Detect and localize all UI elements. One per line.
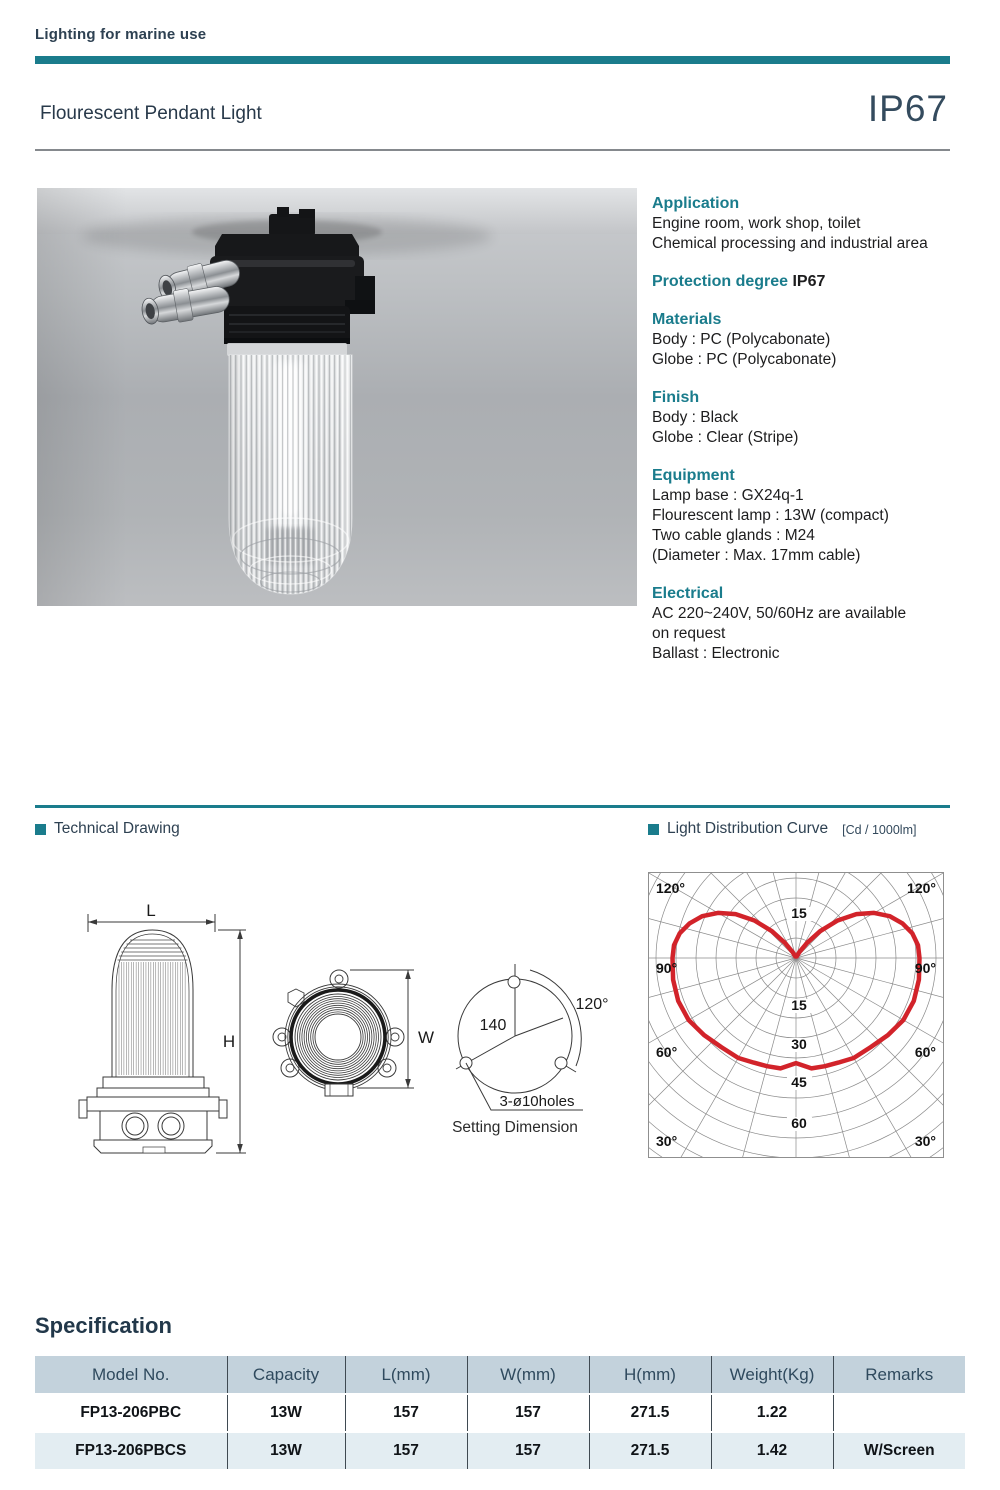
technical-drawing-svg xyxy=(30,878,645,1170)
brand-header: Lighting for marine use xyxy=(35,26,207,43)
spec-section xyxy=(652,272,970,292)
spec-section xyxy=(652,194,970,254)
svg-text:120°: 120° xyxy=(656,880,685,896)
svg-text:60: 60 xyxy=(791,1115,807,1131)
spec-inline-value: IP67 xyxy=(788,273,826,290)
technical-drawings xyxy=(30,878,645,1170)
spec-section xyxy=(652,466,970,566)
light-distribution-chart xyxy=(648,872,944,1158)
ip-rating-badge: IP67 xyxy=(867,88,948,129)
section-divider xyxy=(35,805,950,808)
light-distribution-header xyxy=(648,820,916,838)
header-rule xyxy=(35,56,950,64)
svg-text:120°: 120° xyxy=(907,880,936,896)
specification-title: Specification xyxy=(35,1313,172,1338)
spec-section-heading: Equipment xyxy=(652,467,735,484)
dim-label-W: W xyxy=(418,1028,435,1047)
table-header-cell: H(mm) xyxy=(589,1356,711,1394)
spec-line: on request xyxy=(652,625,726,642)
svg-text:15: 15 xyxy=(791,997,807,1013)
table-cell: 1.22 xyxy=(711,1394,833,1432)
spec-section-heading: Application xyxy=(652,195,740,212)
table-header-cell: Remarks xyxy=(833,1356,965,1394)
title-divider xyxy=(35,149,950,151)
spec-table xyxy=(35,1356,965,1469)
table-cell: 13W xyxy=(227,1394,345,1432)
product-specs xyxy=(652,194,970,682)
bolt-circle-label: 140 xyxy=(479,1017,507,1034)
svg-text:30: 30 xyxy=(791,1036,807,1052)
spec-section-heading: Protection degree IP67 xyxy=(652,273,826,290)
spec-line: Globe : PC (Polycabonate) xyxy=(652,351,837,368)
table-cell: 271.5 xyxy=(589,1394,711,1432)
spec-line: Flourescent lamp : 13W (compact) xyxy=(652,507,889,524)
spec-line: Engine room, work shop, toilet xyxy=(652,215,861,232)
table-cell: 13W xyxy=(227,1432,345,1469)
svg-text:30°: 30° xyxy=(914,1133,936,1149)
table-cell: FP13-206PBCS xyxy=(75,1442,187,1459)
table-header-cell: W(mm) xyxy=(467,1356,589,1394)
dim-label-H: H xyxy=(222,1032,236,1051)
spec-line: Lamp base : GX24q-1 xyxy=(652,487,804,504)
table-row xyxy=(35,1432,965,1469)
spec-line: Body : PC (Polycabonate) xyxy=(652,331,831,348)
svg-text:30°: 30° xyxy=(656,1133,678,1149)
table-header-cell: Capacity xyxy=(227,1356,345,1394)
spec-section xyxy=(652,584,970,664)
side-view xyxy=(79,914,246,1153)
table-cell: 157 xyxy=(467,1432,589,1469)
svg-text:90°: 90° xyxy=(914,960,936,976)
section-bullet-icon xyxy=(648,824,659,835)
dim-label-L: L xyxy=(146,901,156,920)
technical-drawing-header xyxy=(35,820,180,838)
table-header-cell: L(mm) xyxy=(345,1356,467,1394)
polar-chart-svg xyxy=(649,873,943,1157)
svg-text:15: 15 xyxy=(791,905,807,921)
spec-line: Globe : Clear (Stripe) xyxy=(652,429,799,446)
spec-line: Body : Black xyxy=(652,409,739,426)
hole-angle-label: 120° xyxy=(575,996,609,1013)
holes-note-label: 3-ø10holes xyxy=(499,1093,575,1110)
bottom-view xyxy=(273,970,414,1096)
table-row xyxy=(35,1394,965,1432)
table-header-cell: Weight(Kg) xyxy=(711,1356,833,1394)
svg-text:45: 45 xyxy=(791,1074,807,1090)
spec-line: (Diameter : Max. 17mm cable) xyxy=(652,547,861,564)
svg-text:90°: 90° xyxy=(656,960,678,976)
spec-line: Ballast : Electronic xyxy=(652,645,780,662)
page-title: Flourescent Pendant Light xyxy=(40,103,262,124)
spec-line: Chemical processing and industrial area xyxy=(652,235,928,252)
table-cell: 157 xyxy=(345,1394,467,1432)
spec-section xyxy=(652,388,970,448)
table-cell xyxy=(833,1394,965,1432)
pendant-light-photo xyxy=(37,188,637,606)
svg-text:60°: 60° xyxy=(914,1044,936,1060)
table-cell: 157 xyxy=(345,1432,467,1469)
spec-line: Two cable glands : M24 xyxy=(652,527,815,544)
spec-section-heading: Materials xyxy=(652,311,722,328)
section-title: Light Distribution Curve xyxy=(667,820,829,837)
table-cell: 157 xyxy=(467,1394,589,1432)
table-header-cell: Model No. xyxy=(35,1356,227,1394)
spec-line: AC 220~240V, 50/60Hz are available xyxy=(652,605,907,622)
product-photo xyxy=(37,188,637,606)
spec-section-heading: Electrical xyxy=(652,585,724,602)
table-cell: W/Screen xyxy=(833,1432,965,1469)
section-title: Technical Drawing xyxy=(54,820,180,837)
setting-dimension-view xyxy=(456,964,583,1110)
section-bullet-icon xyxy=(35,824,46,835)
table-cell: 271.5 xyxy=(589,1432,711,1469)
glass-globe xyxy=(227,343,352,597)
chart-units-label: [Cd / 1000lm] xyxy=(842,823,917,837)
spec-section xyxy=(652,310,970,370)
svg-text:60°: 60° xyxy=(656,1044,678,1060)
table-cell: FP13-206PBC xyxy=(80,1404,182,1421)
table-cell: 1.42 xyxy=(711,1432,833,1469)
spec-section-heading: Finish xyxy=(652,389,700,406)
setting-dimension-caption: Setting Dimension xyxy=(452,1119,578,1136)
